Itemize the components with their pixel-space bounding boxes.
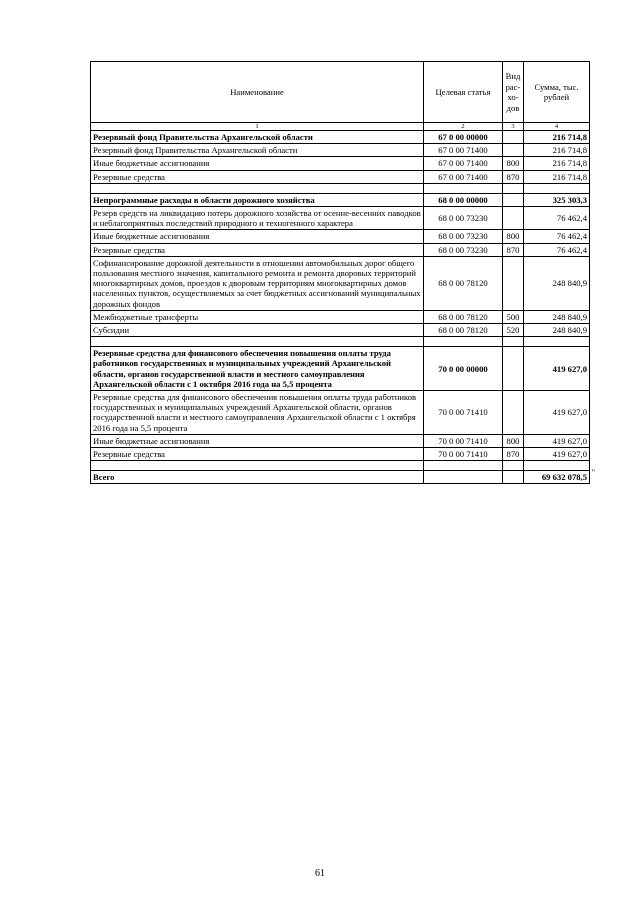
sum-text: 419 627,0 [552, 435, 587, 446]
kind-cell [503, 170, 524, 183]
sum-text: 325 303,3 [552, 194, 587, 205]
sum-cell [524, 243, 590, 256]
kind-cell [503, 243, 524, 256]
kind-cell [503, 448, 524, 461]
name-cell [91, 448, 424, 461]
name-text: Резервные средства [93, 244, 165, 255]
code-cell [424, 131, 503, 144]
spacer-row [91, 183, 590, 193]
code-cell [424, 391, 503, 435]
name-cell [91, 337, 424, 347]
kind-cell [503, 434, 524, 447]
code-text: 67 0 00 71400 [438, 145, 488, 156]
sum-cell [524, 391, 590, 435]
kind-text: 500 [506, 311, 520, 322]
sum-cell [524, 207, 590, 230]
header-name: Наименование [91, 62, 424, 123]
code-cell [424, 347, 503, 391]
header-kind: Вид рас- хо- дов [503, 62, 524, 123]
code-text: 67 0 00 71400 [438, 171, 488, 182]
table-row [91, 170, 590, 183]
sum-cell [524, 256, 590, 310]
sum-text: 419 627,0 [552, 407, 587, 418]
code-cell [424, 324, 503, 337]
column-number-row [91, 123, 590, 131]
code-text: 68 0 00 78120 [438, 311, 488, 322]
name-cell [91, 157, 424, 170]
sum-text: 248 840,9 [552, 278, 587, 289]
kind-cell [503, 471, 524, 484]
table-row [91, 434, 590, 447]
name-text: Резервные средства для финансового обеспечения повышения оплаты труда работников государственных и муниципальных учреждений Архангельской области, органов государственной власти и местного самоуправления Архангельской области с 1 октября 2016 года на 5,5 процента [93, 392, 417, 433]
code-text: 68 0 00 73230 [438, 244, 488, 255]
code-cell [424, 144, 503, 157]
table-row [91, 448, 590, 461]
sum-cell [524, 144, 590, 157]
spacer-row [91, 461, 590, 471]
sum-text: 216 714,8 [552, 132, 587, 142]
sum-text: 69 632 078,5 [541, 472, 587, 483]
code-text: 70 0 00 00000 [438, 363, 488, 374]
name-cell [91, 230, 424, 243]
sum-cell [524, 347, 590, 391]
kind-text: 800 [506, 158, 520, 169]
name-text: Иные бюджетные ассигнования [93, 231, 210, 242]
header-row [91, 62, 590, 123]
table-row [91, 193, 590, 206]
kind-cell [503, 256, 524, 310]
name-cell [91, 207, 424, 230]
table-row [91, 144, 590, 157]
column-number: 3 [503, 123, 524, 131]
budget-table [90, 61, 595, 484]
kind-cell [503, 157, 524, 170]
sum-cell [524, 434, 590, 447]
sum-text: 216 714,8 [552, 171, 587, 182]
table-row [91, 347, 590, 391]
name-text: Резервный фонд Правительства Архангельской области [93, 132, 313, 142]
page-number: 61 [315, 868, 325, 879]
code-cell [424, 434, 503, 447]
name-text: Субсидии [93, 325, 130, 336]
spacer-row [91, 337, 590, 347]
code-text: 68 0 00 78120 [438, 325, 488, 336]
name-cell [91, 461, 424, 471]
kind-text: 870 [506, 171, 520, 182]
name-text: Межбюджетные трансферты [93, 311, 199, 322]
code-cell [424, 461, 503, 471]
code-text: 70 0 00 71410 [438, 449, 488, 460]
sum-cell [524, 310, 590, 323]
code-text: 67 0 00 00000 [438, 132, 488, 142]
table-row [91, 207, 590, 230]
column-number: 2 [424, 123, 503, 131]
header-sum: Сумма, тыс. рублей [524, 62, 590, 123]
kind-cell [503, 131, 524, 144]
name-cell [91, 183, 424, 193]
column-number: 1 [91, 123, 424, 131]
table-body [91, 62, 595, 484]
total-row [91, 471, 590, 484]
code-cell [424, 471, 503, 484]
kind-cell [503, 391, 524, 435]
sum-text: 248 840,9 [552, 311, 587, 322]
kind-cell [503, 230, 524, 243]
sum-cell [524, 230, 590, 243]
sum-cell [524, 170, 590, 183]
kind-cell [503, 193, 524, 206]
code-text: 70 0 00 71410 [438, 407, 488, 418]
code-cell [424, 448, 503, 461]
header-code: Целевая статья [424, 62, 503, 123]
name-cell [91, 310, 424, 323]
sum-cell [524, 183, 590, 193]
sum-text: 216 714,8 [552, 145, 587, 156]
sum-text: 216 714,8 [552, 158, 587, 169]
sum-text: 76 462,4 [556, 244, 587, 255]
sum-text: 248 840,9 [552, 325, 587, 336]
sum-cell [524, 448, 590, 461]
sum-cell [524, 468, 595, 484]
name-cell [91, 243, 424, 256]
name-text: Резервные средства [93, 171, 165, 182]
table-row [91, 310, 590, 323]
kind-cell [503, 337, 524, 347]
table-row [91, 256, 590, 310]
sum-text: 419 627,0 [552, 449, 587, 460]
code-cell [424, 243, 503, 256]
kind-cell [503, 461, 524, 471]
sum-cell [524, 157, 590, 170]
code-cell [424, 256, 503, 310]
name-text: Иные бюджетные ассигнования [93, 435, 210, 446]
name-cell [91, 193, 424, 206]
name-text: Резервный фонд Правительства Архангельской области [93, 145, 298, 156]
name-cell [91, 170, 424, 183]
code-cell [424, 183, 503, 193]
code-cell [424, 310, 503, 323]
sum-text: 76 462,4 [556, 213, 587, 224]
code-cell [424, 193, 503, 206]
sum-cell [524, 337, 590, 347]
name-cell [91, 144, 424, 157]
table-row [91, 391, 590, 435]
kind-text: 520 [506, 325, 520, 336]
kind-text: 800 [506, 231, 520, 242]
code-cell [424, 157, 503, 170]
name-cell [91, 256, 424, 310]
code-text: 68 0 00 78120 [438, 278, 488, 289]
name-text: Иные бюджетные ассигнования [93, 158, 210, 169]
name-cell [91, 131, 424, 144]
kind-cell [503, 183, 524, 193]
name-text: Резервные средства для финансового обеспечения повышения оплаты труда работников государственных и муниципальных учреждений Архангельской области, органов государственной власти и местного самоуправления Архангельской области с 1 октября 2016 года на 5,5 процента [93, 348, 391, 389]
kind-cell [503, 347, 524, 391]
sum-cell [524, 461, 590, 471]
name-cell [91, 324, 424, 337]
code-cell [424, 337, 503, 347]
name-text: Софинансирование дорожной деятельности в отношении автомобильных дорог общего пользования местного значения, капитального ремонта и ремонта дворовых территорий многоквартирных домов, проездов к дворовым территориям многоквартирных домов населенных пунктов, осуществляемых за счет бюджетных ассигнований муниципальных дорожных фондов [93, 257, 421, 309]
name-text: Непрограммные расходы в области дорожного хозяйства [93, 194, 315, 205]
kind-cell [503, 144, 524, 157]
table-row [91, 243, 590, 256]
code-cell [424, 207, 503, 230]
code-text: 68 0 00 73230 [438, 213, 488, 224]
name-cell [91, 347, 424, 391]
name-text: Резервные средства [93, 449, 165, 460]
table-row [91, 230, 590, 243]
kind-cell [503, 310, 524, 323]
column-number: 4 [524, 123, 590, 131]
kind-cell [503, 324, 524, 337]
code-cell [424, 230, 503, 243]
kind-text: 870 [506, 244, 520, 255]
code-text: 68 0 00 73230 [438, 231, 488, 242]
code-text: 70 0 00 71410 [438, 435, 488, 446]
closing-quote-mark: " [591, 468, 595, 478]
name-cell [91, 391, 424, 435]
kind-cell [503, 207, 524, 230]
kind-text: 800 [506, 435, 520, 446]
code-cell [424, 170, 503, 183]
sum-cell [524, 193, 590, 206]
name-text: Резерв средств на ликвидацию потерь дорожного хозяйства от осенне-весенних паводков и неблагоприятных последствий природного и техногенного характера [93, 208, 421, 229]
name-cell [91, 434, 424, 447]
kind-text: 870 [506, 449, 520, 460]
name-text: Всего [93, 472, 115, 483]
table-row [91, 131, 590, 144]
sum-cell [524, 324, 590, 337]
name-cell [91, 471, 424, 484]
table-row [91, 157, 590, 170]
sum-text: 76 462,4 [556, 231, 587, 242]
sum-cell [524, 131, 590, 144]
table-row [91, 324, 590, 337]
sum-text: 419 627,0 [552, 363, 587, 374]
code-text: 67 0 00 71400 [438, 158, 488, 169]
code-text: 68 0 00 00000 [438, 194, 488, 205]
